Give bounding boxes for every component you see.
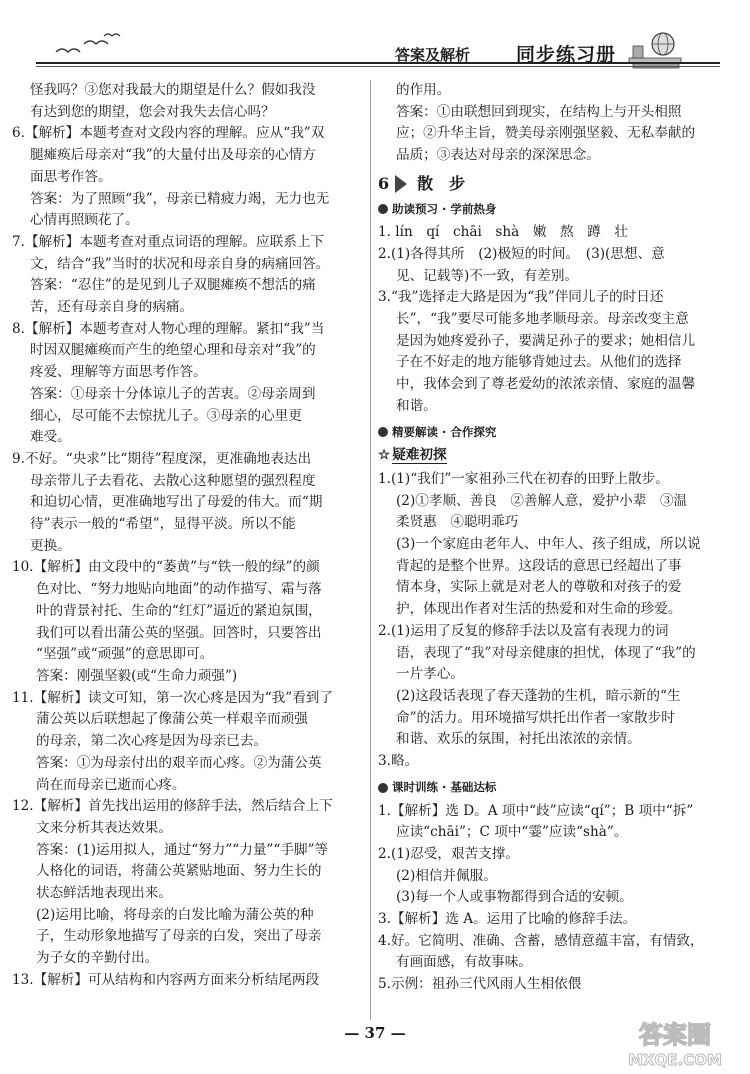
header-rule <box>36 62 720 64</box>
text-line: 答案：“忍住”的是见到儿子双腿瘫痪不想活的痛 <box>30 277 316 294</box>
text-line: 应；②升华主旨，赞美母亲刚强坚毅、无私奉献的 <box>396 125 696 142</box>
text-line: 状态鲜活地表现出来。 <box>36 885 172 902</box>
text-line: 腿瘫痪后母亲对“我”的大量付出及母亲的心情方 <box>30 147 316 164</box>
lesson-title: 散 步 <box>417 173 466 193</box>
svg-text:答案圈: 答案圈 <box>639 1021 711 1049</box>
text-line: 和迫切心情，更准确地写出了母爱的伟大。而“期 <box>30 494 323 511</box>
text-line: 品质；③表达对母亲的深深思念。 <box>396 147 600 164</box>
lesson-heading <box>378 173 731 195</box>
text-line: 12.【解析】首先找出运用的修辞手法，然后结合上下 <box>12 798 333 815</box>
column-divider <box>370 80 371 1020</box>
text-line: 我们可以看出蒲公英的坚强。回答时，只要答出 <box>36 624 322 641</box>
text-line: 时因双腿瘫痪而产生的绝望心理和母亲对“我”的 <box>30 342 316 359</box>
text-line: 文，结合“我”当时的状况和母亲自身的病痛回答。 <box>30 255 330 272</box>
text-line: 细心，尽可能不去惊扰儿子。③母亲的心里更 <box>30 407 302 424</box>
text-line: 怪我吗？③您对我最大的期望是什么？假如我没 <box>30 82 316 98</box>
text-line: 叶的背景衬托、生命的“红灯”逼近的紧迫氛围， <box>36 602 322 619</box>
text-line: 命”的活力。用环境描写烘托出作者一家散步时 <box>396 709 675 726</box>
text-line: 为子女的辛勤付出。 <box>36 950 159 967</box>
text-line: 有达到您的期望，您会对我失去信心吗？ <box>30 103 275 120</box>
section-explore-answers <box>378 469 731 773</box>
svg-text:MXQE.COM: MXQE.COM <box>628 1051 722 1069</box>
text-line: 是因为她疼爱孙子，要满足孙子的要求；她相信儿 <box>396 332 696 349</box>
text-line: 更换。 <box>30 537 71 554</box>
bullet-icon <box>378 427 388 437</box>
text-line: 答案：(1)运用拟人，通过“努力”“力量”“手脚”等 <box>36 841 329 858</box>
text-line: 5.示例：祖孙三代风雨人生相依偎 <box>378 976 582 993</box>
section-heading-training: 课时训练 · 基础达标 <box>378 777 731 799</box>
text-line: 情本身，实际上就是对老人的尊敬和对孩子的爱 <box>396 579 682 596</box>
text-line: 2.(1)各得其所 (2)极短的时间。 (3)(思想、意 <box>378 245 665 262</box>
text-line: 难受。 <box>30 429 71 446</box>
text-line: 语，表现了“我”对母亲健康的担忧，体现了“我”的 <box>396 644 696 661</box>
text-line: “坚强”或“顽强”的意思即可。 <box>36 646 214 663</box>
header-book-title: 同步练习册 <box>516 44 617 66</box>
text-line: (2)运用比喻，将母亲的白发比喻为蒲公英的种 <box>36 906 314 923</box>
text-line: (2)这段话表现了春天蓬勃的生机，暗示新的“生 <box>396 687 681 704</box>
text-line: 2.(1)运用了反复的修辞手法以及富有表现力的词 <box>378 622 669 639</box>
text-line: 应读“chāi”；C 项中“霎”应读“shà”。 <box>396 824 628 841</box>
text-line: 蒲公英以后联想起了像蒲公英一样艰辛而顽强 <box>36 711 308 728</box>
text-line: 10.【解析】由文段中的“萎黄”与“铁一般的绿”的颜 <box>12 559 320 576</box>
text-line: 和谐、欢乐的氛围，衬托出浓浓的亲情。 <box>396 731 641 748</box>
text-line: 答案：①由联想回到现实，在结构上与开头相照 <box>396 103 682 120</box>
text-line: 3.略。 <box>378 753 419 770</box>
text-line: 8.【解析】本题考查对人物心理的理解。紧扣“我”当 <box>12 320 325 337</box>
text-line: 有画面感，有故事味。 <box>396 954 532 971</box>
text-line: 子，生动形象地描写了母亲的白发，突出了母亲 <box>36 928 322 945</box>
lesson-number: 6 <box>378 173 390 193</box>
birds-icon <box>54 30 124 58</box>
bullet-icon <box>378 783 388 793</box>
text-line: 色对比、“努力地贴向地面”的动作描写、霜与落 <box>36 581 322 598</box>
text-line: 的母亲，第二次心疼是因为母亲已去。 <box>36 733 268 750</box>
section-heading-explore: 精要解读 · 合作探究 <box>378 422 731 444</box>
text-line: 答案：①为母亲付出的艰辛而心疼。②为蒲公英 <box>36 754 322 771</box>
right-column <box>378 80 731 996</box>
text-line: 7.【解析】本题考查对重点词语的理解。应联系上下 <box>12 233 325 250</box>
text-line: 6.【解析】本题考查对文段内容的理解。应从“我”双 <box>12 125 325 142</box>
text-line: 待”表示一般的“希望”，显得平淡。所以不能 <box>30 516 296 533</box>
text-line: 尚在而母亲已逝而心疼。 <box>36 776 186 793</box>
section-heading-preview: 助读预习 · 学前热身 <box>378 199 731 221</box>
text-line: 柔贤惠 ④聪明乖巧 <box>396 514 519 531</box>
text-line: 人格化的词语，将蒲公英紧贴地面、努力生长的 <box>36 863 322 880</box>
section-training-answers <box>378 801 731 996</box>
header-answer-label: 答案及解析 <box>395 46 471 64</box>
text-line: 一片孝心。 <box>396 666 464 683</box>
chevron-right-icon <box>395 175 407 193</box>
text-line: 9.不好。“央求”比“期待”程度深，更准确地表达出 <box>12 450 312 467</box>
text-line: 13.【解析】可从结构和内容两方面来分析结尾两段 <box>12 971 320 988</box>
globe-books-icon <box>625 30 685 70</box>
bullet-icon <box>378 204 388 214</box>
text-line: 长”，“我”要尽可能多地孝顺母亲。母亲改变主意 <box>396 311 689 328</box>
text-line: 3.【解析】选 A。运用了比喻的修辞手法。 <box>378 911 637 928</box>
text-line: 1. lín qí chāi shà 嫩 熬 蹲 壮 <box>378 224 628 241</box>
star-icon: ☆ <box>378 447 391 464</box>
text-line: 母亲带儿子去看花、去散心这种愿望的强烈程度 <box>30 472 316 489</box>
section-preview-answers <box>378 222 731 417</box>
subheading-difficulty: ☆ 疑难初探 <box>378 447 447 464</box>
header-rule-thin <box>36 66 720 67</box>
text-line: 疼爱、理解等方面思考作答。 <box>30 364 207 381</box>
text-line: 答案：为了照顾“我”，母亲已精疲力竭，无力也无 <box>30 190 330 207</box>
text-line: 心情再照顾花了。 <box>30 212 139 229</box>
text-line: (2)相信并佩服。 <box>396 867 497 884</box>
text-line: 背起的是整个世界。这段话的意思已经超出了事 <box>396 557 682 574</box>
text-line: 的作用。 <box>396 82 451 98</box>
text-line: 护，体现出作者对生活的热爱和对生命的珍爱。 <box>396 601 682 618</box>
text-line: (3)一个家庭由老年人、中年人、孩子组成，所以说 <box>396 536 701 553</box>
text-line: 答案：刚强坚毅(或“生命力顽强”) <box>36 667 238 684</box>
watermark-logo <box>610 1015 740 1070</box>
text-line: 苦，还有母亲自身的病痛。 <box>30 299 194 316</box>
text-line: 面思考作答。 <box>30 168 112 185</box>
page-number: — 37 — <box>344 1024 406 1042</box>
text-line: 1.(1)“我们”一家祖孙三代在初春的田野上散步。 <box>378 470 669 487</box>
text-line: 3.“我”选择走大路是因为“我”伴同儿子的时日还 <box>378 289 664 306</box>
right-top-block <box>378 80 731 167</box>
text-line: 见、记载等)不一致，有差别。 <box>396 267 579 284</box>
text-line: 11.【解析】读文可知，第一次心疼是因为“我”看到了 <box>12 689 333 706</box>
left-column <box>12 80 365 992</box>
text-line: 2.(1)忍受，艰苦支撑。 <box>378 845 519 862</box>
text-line: 答案：①母亲十分体谅儿子的苦衷。②母亲周到 <box>30 385 316 402</box>
page-header <box>0 0 750 80</box>
text-line: 1.【解析】选 D。A 项中“歧”应读“qí”；B 项中“拆” <box>378 802 694 819</box>
text-line: (2)①孝顺、善良 ②善解人意，爱护小辈 ③温 <box>396 492 688 509</box>
text-line: 中，我体会到了尊老爱幼的浓浓亲情、家庭的温馨 <box>396 376 696 393</box>
text-line: (3)每一个人或事物都得到合适的安顿。 <box>396 889 633 906</box>
text-line: 4.好。它简明、准确、含蓄，感情意蕴丰富，有情致， <box>378 932 704 949</box>
text-line: 文来分析其表达效果。 <box>36 819 172 836</box>
text-line: 和谐。 <box>396 397 437 414</box>
text-line: 子在不好走的地方能够背她过去。从他们的选择 <box>396 354 682 371</box>
